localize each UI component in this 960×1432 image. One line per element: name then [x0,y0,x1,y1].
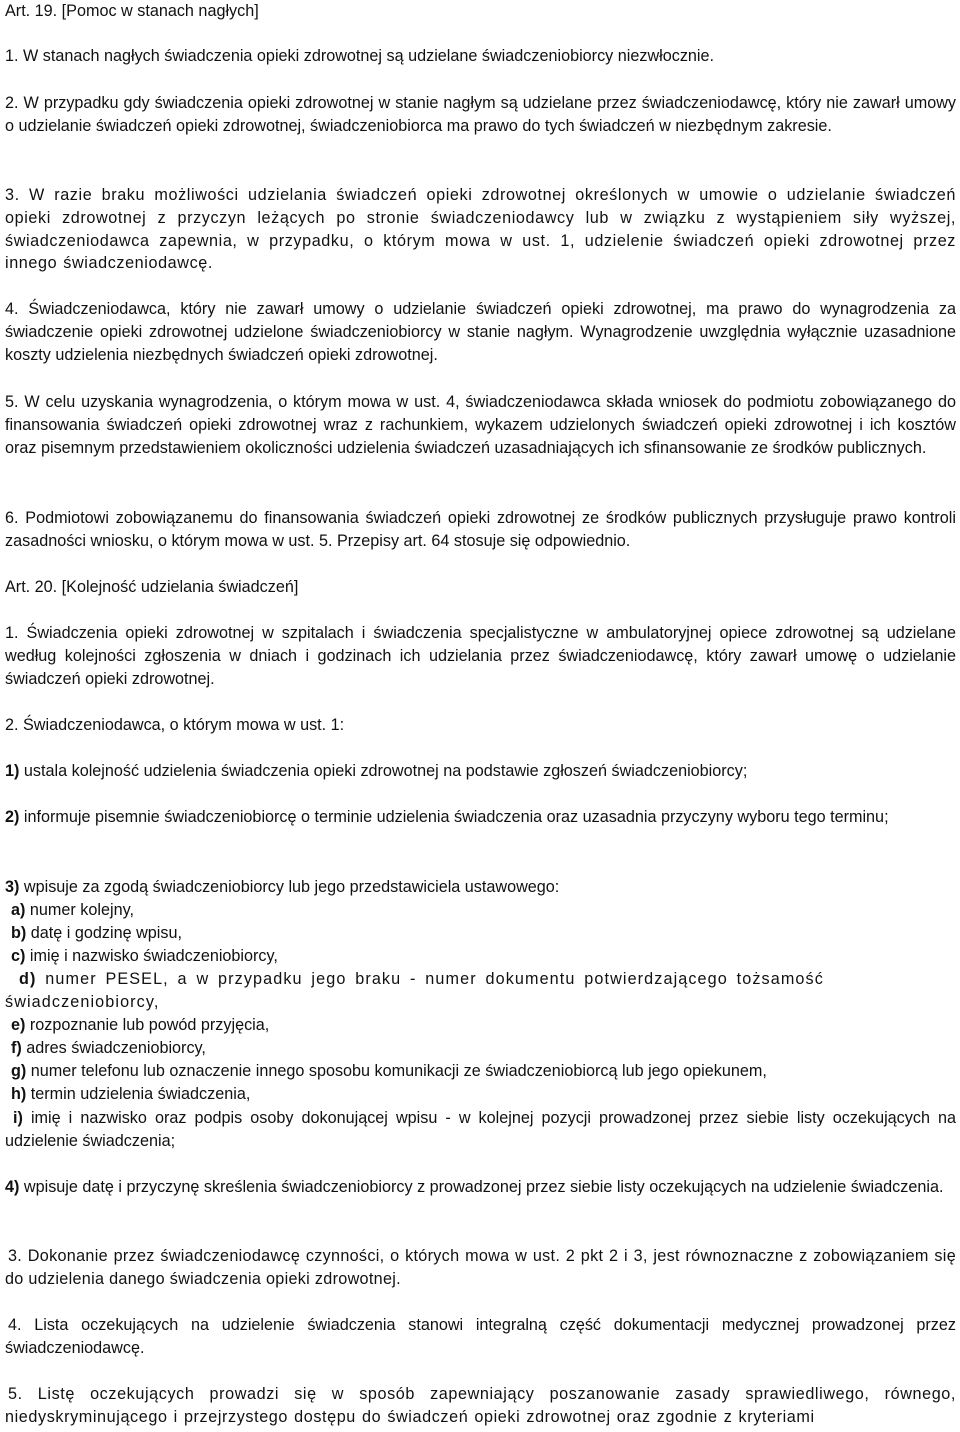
letter-number: i) [13,1109,23,1127]
art20-letter-d [5,968,956,1014]
art20-letter-b [11,922,956,945]
art20-letter-e [11,1014,956,1037]
art19-paragraph-3: 3. W razie braku możliwości udzielania świadczeń opieki zdrowotnej określonych w umowie o udzielanie świadczeń opieki zdrowotnej z przyczyn leżących po stronie świadczeniodawcy lub w związku z wystąpieniem siły wyższej, świadczeniodawca zapewnia, w przypadku, o którym mowa w ust. 1, udzielenie świadczeń opieki zdrowotnej przez innego świadczeniodawcę. [5,186,956,273]
point-number: 1) [5,762,20,780]
art20-point-2 [5,806,956,829]
art20-letter-c [11,945,956,968]
art20-point-3 [5,876,956,899]
point-text: informuje pisemnie świadczeniobiorcę o terminie udzielenia świadczenia oraz uzasadnia przyczyny wyboru tego terminu; [23,808,889,826]
art20-letter-i [5,1107,956,1153]
art19-paragraph-6: 6. Podmiotowi zobowiązanemu do finansowania świadczeń opieki zdrowotnej ze środków publicznych przysługuje prawo kontroli zasadności wniosku, o którym mowa w ust. 5. Przepisy art. 64 stosuje się odpowiednio. [5,509,956,550]
art20-paragraph-4: 4. Lista oczekujących na udzielenie świadczenia stanowi integralną część dokumentacji medycznej prowadzonej przez świadczeniodawcę. [5,1316,956,1357]
letter-text: imię i nazwisko świadczeniobiorcy, [29,947,278,965]
letter-text: imię i nazwisko oraz podpis osoby dokonującej wpisu - w kolejnej pozycji prowadzonej przez siebie listy oczekujących na udzielenie świadczenia; [5,1109,957,1150]
letter-text: numer PESEL, a w przypadku jego braku - numer dokumentu potwierdzającego tożsamość świadczeniobiorcy, [5,970,824,1011]
art19-paragraph-2: 2. W przypadku gdy świadczenia opieki zdrowotnej w stanie nagłym są udzielane przez świadczeniodawcę, który nie zawarł umowy o udzielanie świadczeń opieki zdrowotnej, świadczeniobiorca ma prawo do tych świadczeń w niezbędnym zakresie. [5,94,956,135]
letter-number: b) [11,924,27,942]
art19-paragraph-4: 4. Świadczeniodawca, który nie zawarł umowy o udzielanie świadczeń opieki zdrowotnej, ma prawo do wynagrodzenia za świadczenie opieki zdrowotnej udzielone świadczeniobiorcy w stanie nagłym. Wynagrodzenie uwzględnia wyłącznie uzasadnione koszty udzielenia niezbędnych świadczeń opieki zdrowotnej. [5,300,956,364]
article-20-heading: Art. 20. [Kolejność udzielania świadczeń] [5,578,299,596]
art20-paragraph-3: 3. Dokonanie przez świadczeniodawcę czynności, o których mowa w ust. 2 pkt 2 i 3, jest równoznaczne z zobowiązaniem się do udzielenia danego świadczenia opieki zdrowotnej. [5,1247,956,1288]
letter-number: c) [11,947,26,965]
art20-letter-g [11,1060,956,1083]
point-text: wpisuje datę i przyczynę skreślenia świadczeniobiorcy z prowadzonej przez siebie listy oczekujących na udzielenie świadczenia. [23,1178,944,1196]
art20-paragraph-5: 5. Listę oczekujących prowadzi się w sposób zapewniający poszanowanie zasady sprawiedliwego, równego, niedyskryminującego i przejrzystego dostępu do świadczeń opieki zdrowotnej oraz zgodnie z kryteriami [5,1385,956,1426]
art20-paragraph-1: 1. Świadczenia opieki zdrowotnej w szpitalach i świadczenia specjalistyczne w ambulatoryjnej opiece zdrowotnej są udzielane według kolejności zgłoszenia w dniach i godzinach ich udzielania przez świadczeniodawcę, który zawarł umowę o udzielanie świadczeń opieki zdrowotnej. [5,624,956,688]
point-number: 2) [5,808,20,826]
letter-text: termin udzielenia świadczenia, [30,1085,251,1103]
point-number: 3) [5,878,20,896]
letter-text: rozpoznanie lub powód przyjęcia, [29,1016,270,1034]
letter-text: numer kolejny, [29,901,134,919]
letter-number: d) [19,970,37,988]
letter-number: g) [11,1062,27,1080]
letter-text: adres świadczeniobiorcy, [26,1039,206,1057]
art20-point-4 [5,1176,956,1199]
point-number: 4) [5,1178,20,1196]
letter-text: numer telefonu lub oznaczenie innego sposobu komunikacji ze świadczeniobiorcą lub jego opiekunem, [30,1062,767,1080]
art20-point-1 [5,760,956,783]
art20-letter-a [11,899,956,922]
art20-letter-f [11,1037,956,1060]
art20-letter-h [11,1083,956,1106]
letter-number: a) [11,901,26,919]
point-text: ustala kolejność udzielenia świadczenia opieki zdrowotnej na podstawie zgłoszeń świadczeniobiorcy; [23,762,748,780]
letter-number: e) [11,1016,26,1034]
point-text: wpisuje za zgodą świadczeniobiorcy lub jego przedstawiciela ustawowego: [23,878,560,896]
art19-paragraph-1: 1. W stanach nagłych świadczenia opieki zdrowotnej są udzielane świadczeniobiorcy niezwłocznie. [5,47,715,65]
art19-paragraph-5: 5. W celu uzyskania wynagrodzenia, o którym mowa w ust. 4, świadczeniodawca składa wniosek do podmiotu zobowiązanego do finansowania świadczeń opieki zdrowotnej wraz z rachunkiem, wykazem udzielonych świadczeń opieki zdrowotnej i ich kosztów oraz pisemnym przedstawieniem okoliczności udzielenia świadczeń uzasadniających ich sfinansowanie ze środków publicznych. [5,393,956,457]
letter-number: h) [11,1085,27,1103]
letter-number: f) [11,1039,22,1057]
article-19-heading: Art. 19. [Pomoc w stanach nagłych] [5,2,259,20]
letter-text: datę i godzinę wpisu, [30,924,182,942]
art20-paragraph-2: 2. Świadczeniodawca, o którym mowa w ust. 1: [5,716,345,734]
